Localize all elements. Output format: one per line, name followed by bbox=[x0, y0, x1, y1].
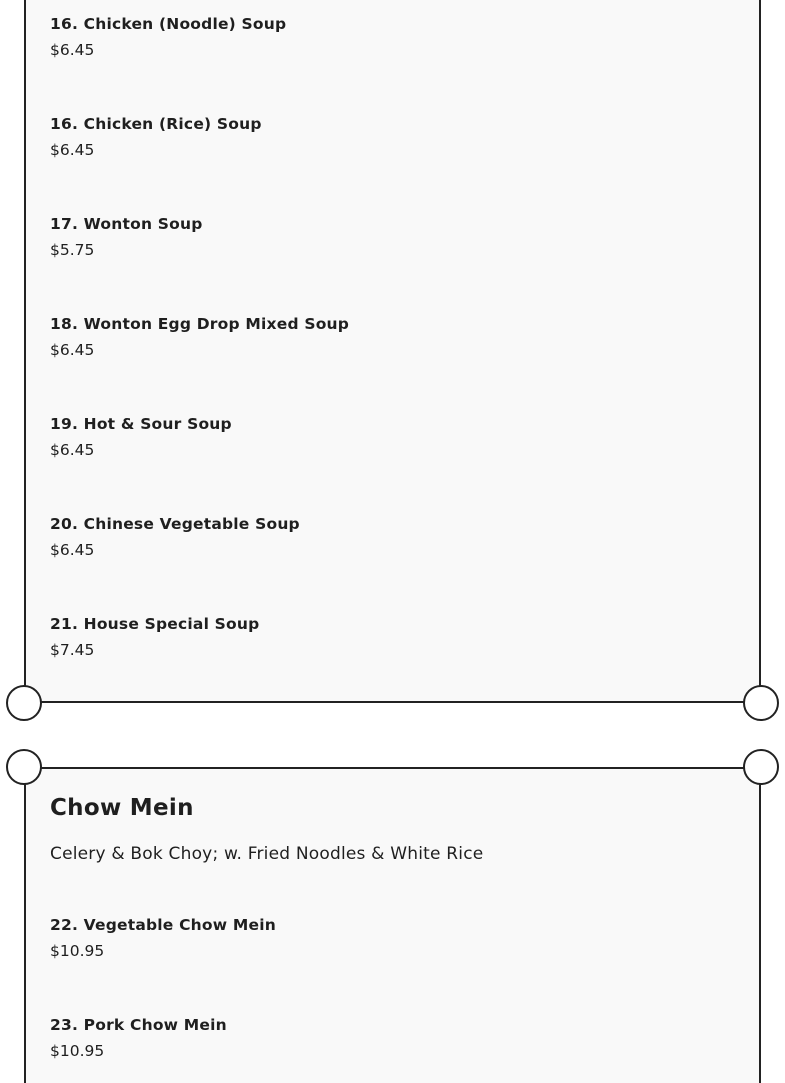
menu-item-price: $6.45 bbox=[50, 141, 95, 159]
corner-ornament bbox=[6, 749, 42, 785]
menu-item[interactable] bbox=[50, 14, 286, 60]
menu-item[interactable] bbox=[50, 514, 300, 560]
menu-item-price: $10.95 bbox=[50, 942, 105, 960]
menu-item-name: 19. Hot & Sour Soup bbox=[50, 415, 232, 433]
menu-item[interactable] bbox=[50, 614, 259, 660]
menu-item[interactable] bbox=[50, 915, 276, 961]
menu-item-price: $5.75 bbox=[50, 241, 95, 259]
section-title: Chow Mein bbox=[50, 795, 194, 821]
menu-item[interactable] bbox=[50, 414, 232, 460]
corner-ornament bbox=[6, 685, 42, 721]
chow-mein-menu-section bbox=[24, 767, 761, 1083]
menu-item-price: $6.45 bbox=[50, 541, 95, 559]
menu-item-name: 16. Chicken (Rice) Soup bbox=[50, 115, 262, 133]
menu-item-price: $6.45 bbox=[50, 441, 95, 459]
corner-ornament bbox=[743, 749, 779, 785]
menu-item-name: 17. Wonton Soup bbox=[50, 215, 203, 233]
menu-item-price: $10.95 bbox=[50, 1042, 105, 1060]
section-description: Celery & Bok Choy; w. Fried Noodles & White Rice bbox=[50, 844, 484, 864]
menu-item[interactable] bbox=[50, 114, 262, 160]
menu-item-name: 18. Wonton Egg Drop Mixed Soup bbox=[50, 315, 350, 333]
menu-item[interactable] bbox=[50, 1015, 227, 1061]
menu-item-name: 23. Pork Chow Mein bbox=[50, 1016, 227, 1034]
menu-item-price: $6.45 bbox=[50, 341, 95, 359]
menu-item-name: 16. Chicken (Noodle) Soup bbox=[50, 15, 287, 33]
menu-item[interactable] bbox=[50, 214, 203, 260]
corner-ornament bbox=[743, 685, 779, 721]
menu-item-name: 21. House Special Soup bbox=[50, 615, 260, 633]
menu-item[interactable] bbox=[50, 314, 349, 360]
menu-item-price: $7.45 bbox=[50, 641, 95, 659]
menu-item-name: 20. Chinese Vegetable Soup bbox=[50, 515, 300, 533]
menu-item-price: $6.45 bbox=[50, 41, 95, 59]
menu-item-name: 22. Vegetable Chow Mein bbox=[50, 916, 276, 934]
soup-menu-section bbox=[24, 0, 761, 703]
